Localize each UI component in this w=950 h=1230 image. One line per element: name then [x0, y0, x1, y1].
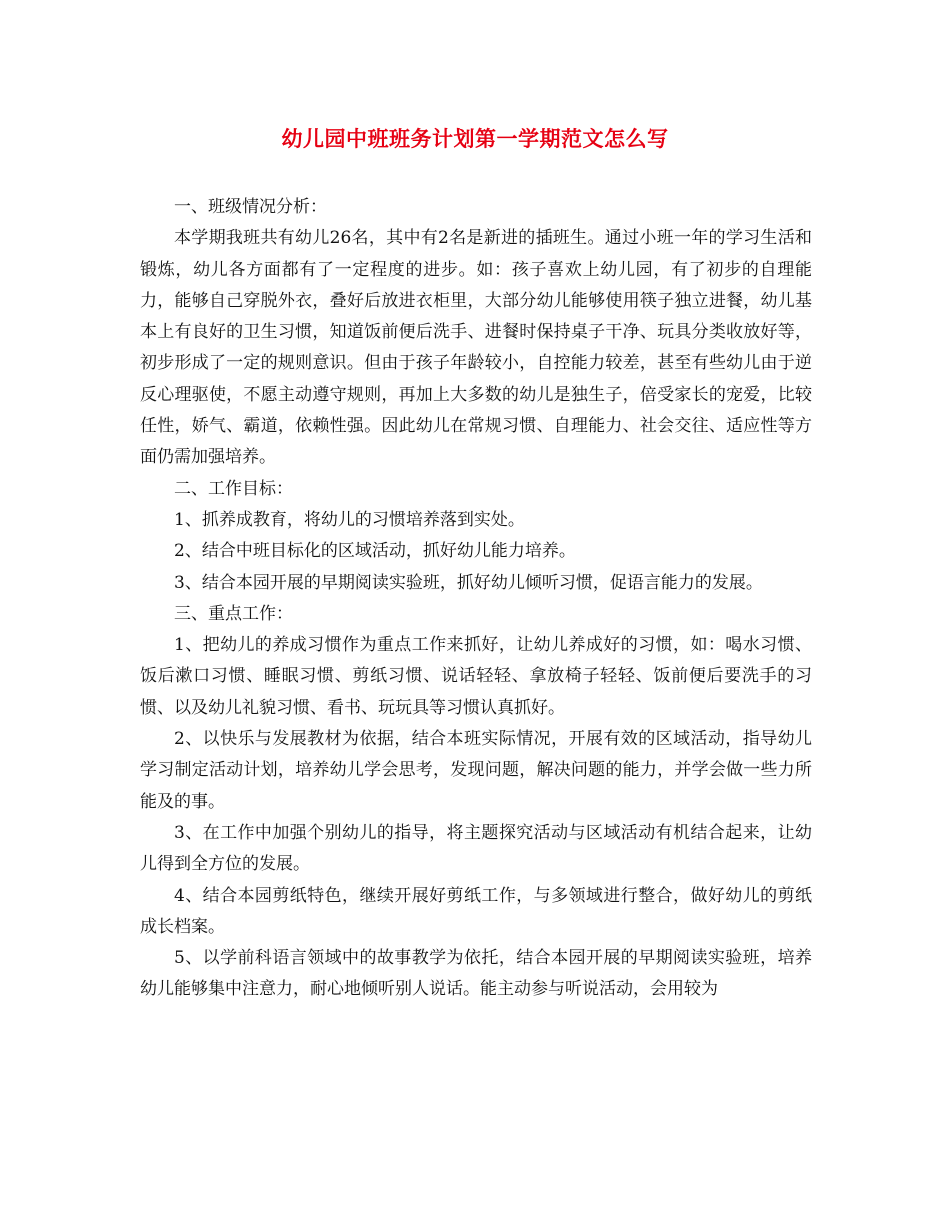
goal-item-1: 1、抓养成教育，将幼儿的习惯培养落到实处。	[174, 509, 525, 530]
document-title: 幼儿园中班班务计划第一学期范文怎么写	[281, 126, 669, 151]
key-work-item-1: 1、把幼儿的养成习惯作为重点工作来抓好，让幼儿养成好的习惯，如：喝水习惯、饭后漱口习惯、睡眠习惯、剪纸习惯、说话轻轻、拿放椅子轻轻、饭前便后要洗手的习惯、以及幼儿礼貌习惯、看书、玩玩具等习惯认真抓好。	[140, 635, 812, 718]
paragraph-class-analysis: 本学期我班共有幼儿26名，其中有2名是新进的插班生。通过小班一年的学习生活和锻炼，幼儿各方面都有了一定程度的进步。如：孩子喜欢上幼儿园，有了初步的自理能力，能够自己穿脱外衣，叠好后放进衣柜里，大部分幼儿能够使用筷子独立进餐，幼儿基本上有良好的卫生习惯，知道饭前便后洗手、进餐时保持桌子干净、玩具分类收放好等，初步形成了一定的规则意识。但由于孩子年龄较小，自控能力较差，甚至有些幼儿由于逆反心理驱使，不愿主动遵守规则，再加上大多数的幼儿是独生子，倍受家长的宠爱，比较任性，娇气、霸道，依赖性强。因此幼儿在常规习惯、自理能力、社会交往、适应性等方面仍需加强培养。	[140, 228, 812, 468]
key-work-item-2: 2、以快乐与发展教材为依据，结合本班实际情况，开展有效的区域活动，指导幼儿学习制定活动计划，培养幼儿学会思考，发现问题，解决问题的能力，并学会做一些力所能及的事。	[140, 729, 812, 812]
section-heading-work-goals: 二、工作目标：	[174, 478, 293, 499]
section-heading-class-analysis: 一、班级情况分析：	[174, 197, 327, 217]
goal-item-2: 2、结合中班目标化的区域活动，抓好幼儿能力培养。	[174, 541, 576, 562]
key-work-item-5: 5、以学前科语言领域中的故事教学为依托，结合本园开展的早期阅读实验班，培养幼儿能够集中注意力，耐心地倾听别人说话。能主动参与听说活动，会用较为	[140, 948, 812, 1000]
key-work-item-3: 3、在工作中加强个别幼儿的指导，将主题探究活动与区域活动有机结合起来，让幼儿得到全方位的发展。	[140, 822, 812, 875]
section-heading-key-work: 三、重点工作：	[174, 603, 293, 624]
document-body	[140, 192, 812, 1006]
goal-item-3: 3、结合本园开展的早期阅读实验班，抓好幼儿倾听习惯，促语言能力的发展。	[174, 572, 763, 593]
key-work-item-4: 4、结合本园剪纸特色，继续开展好剪纸工作，与多领域进行整合，做好幼儿的剪纸成长档案。	[140, 885, 812, 937]
